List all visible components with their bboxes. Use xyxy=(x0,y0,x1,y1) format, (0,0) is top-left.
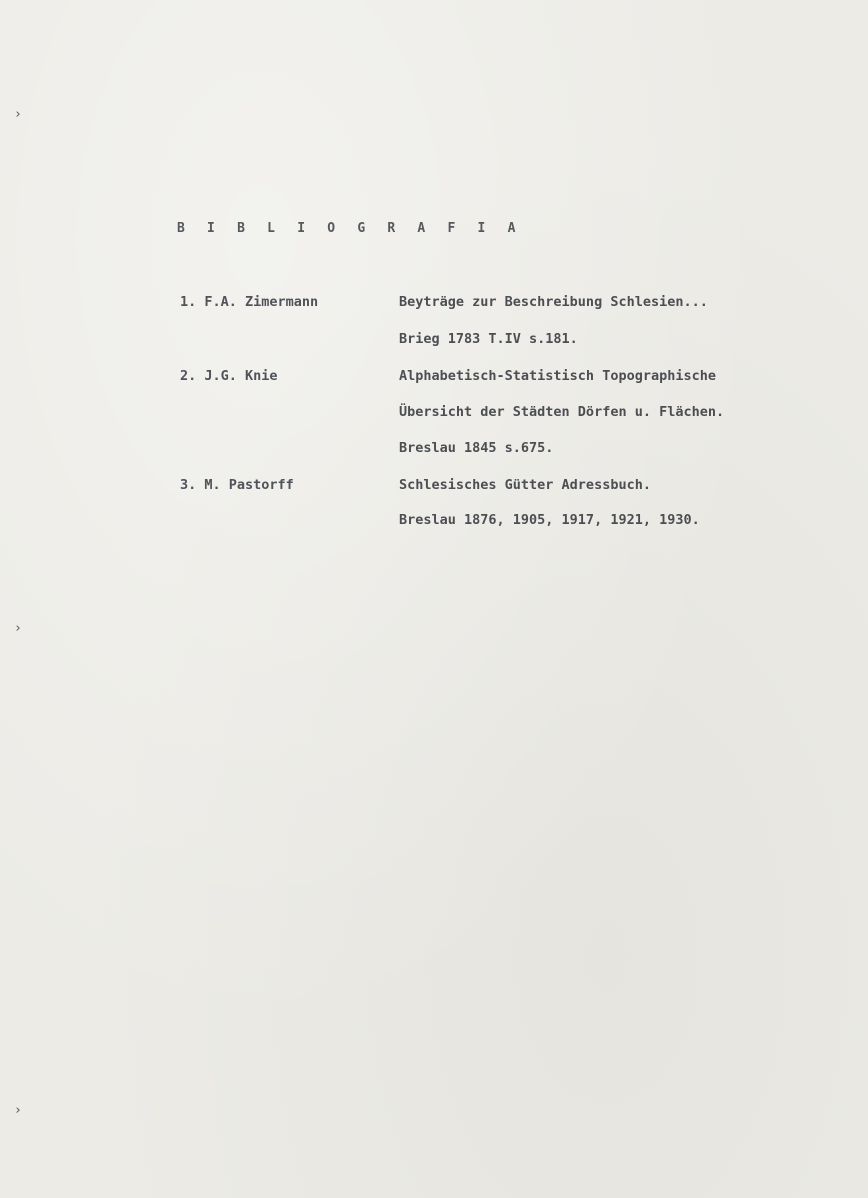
punch-hole-mark-icon: › xyxy=(14,621,22,636)
page-title: B I B L I O G R A F I A xyxy=(177,221,523,236)
entry-author: 1. F.A. Zimermann xyxy=(180,294,319,310)
entry-author: 3. M. Pastorff xyxy=(180,477,294,493)
entry-line: Alphabetisch-Statistisch Topographische xyxy=(399,368,716,384)
entry-line: Breslau 1845 s.675. xyxy=(399,440,554,456)
punch-hole-mark-icon: › xyxy=(14,107,22,122)
punch-hole-mark-icon: › xyxy=(14,1103,22,1118)
entry-line: Beyträge zur Beschreibung Schlesien... xyxy=(399,294,708,310)
entry-line: Übersicht der Städten Dörfen u. Flächen. xyxy=(399,404,725,420)
entry-line: Schlesisches Gütter Adressbuch. xyxy=(399,477,651,493)
entry-line: Brieg 1783 T.IV s.181. xyxy=(399,331,578,347)
entry-line: Breslau 1876, 1905, 1917, 1921, 1930. xyxy=(399,512,700,528)
entry-author: 2. J.G. Knie xyxy=(180,368,278,384)
